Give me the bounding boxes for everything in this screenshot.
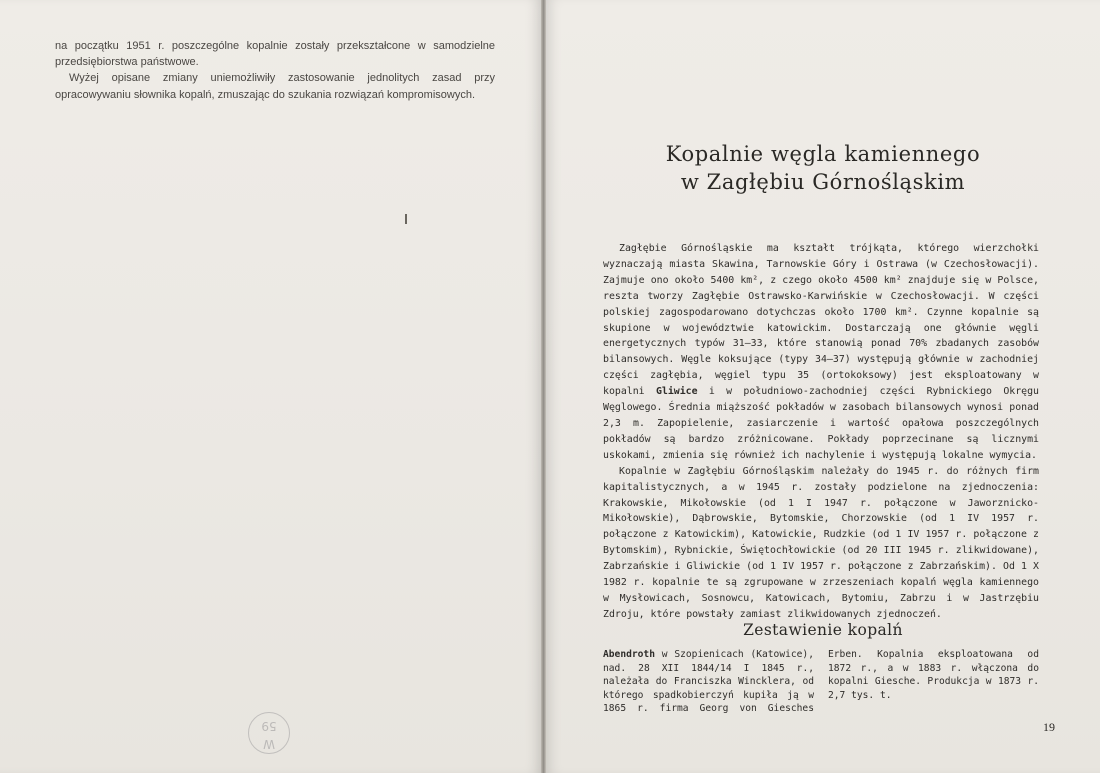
ink-speck [405, 214, 407, 224]
mine-name-gliwice: Gliwice [655, 386, 698, 398]
mine-entry-name: Abendroth [603, 649, 655, 660]
body-paragraph-1-part-1: Zagłębie Górnośląskie ma kształt trójkąta, którego wierzchołki wyznaczają miasta Skawina, Tarnowskie Góry i Ostrawa (w Czechosłowacji). Zajmuje ono około 5400 km², z czego około 4500 km² znajduje się w Polsce, reszta tworzy Zagłębie Ostrawsko-Karwińskie w Czechosłowacji. W części polskiej zagospodarowano dotychczas około 1700 km². Czynne kopalnie są skupione w województwie katowickim. Dostarczają one głównie węgli energetycznych typów 31—33, które stanowią ponad 70% zbadanych zasobów bilansowych. Węgle koksujące (typy 34—37) występują głównie w zachodniej części zagłębia, węgiel typu 35 (ortokoksowy) jest eksploatowany w kopalni [603, 243, 1039, 398]
library-stamp: W 59 [248, 712, 290, 754]
chapter-title [546, 140, 1100, 196]
chapter-title-line-2: w Zagłębiu Górnośląskim [680, 170, 966, 194]
chapter-body [603, 241, 1039, 623]
body-paragraph-1 [603, 241, 1039, 464]
mine-entry-description: w Szopienicach (Katowice), nad. 28 XII 1844/14 I 1845 r., należała do Franciszka Wincklera, od którego spadkobierczyń kupiła ją w 1865 r. firma Georg von Giesches Erben. Kopalnia eksploatowana od 1872 r., a w 1883 r. włączona do kopalni Giesche. Produkcja w 1873 r. 2,7 tys. t. [603, 649, 1039, 714]
left-paragraph-1: na początku 1951 r. poszczególne kopalnie zostały przekształcone w samodzielne przedsiębiorstwa państwowe. [55, 40, 495, 69]
left-page [0, 0, 541, 773]
body-paragraph-2: Kopalnie w Zagłębiu Górnośląskim należały do 1945 r. do różnych firm kapitalistycznych, a w 1945 r. zostały podzielone na zjednoczenia: Krakowskie, Mikołowskie (od 1 I 1947 r. połączone w Jaworznicko-Mikołowskie), Dąbrowskie, Bytomskie, Chorzowskie (od 1 IV 1957 r. połączone z Katowickim), Katowickie, Rudzkie (od 1 IV 1957 r. połączone z Bytomskim), Rybnickie, Świętochłowickie (od 20 III 1945 r. zlikwidowane), Zabrzańskie i Gliwickie (od 1 IV 1957 r. połączone z Zabrzańskim). Od 1 X 1982 r. kopalnie te są zgrupowane w zrzeszeniach kopalń węgla kamiennego w Mysłowicach, Sosnowcu, Katowicach, Bytomiu, Zabrzu i w Jastrzębiu Zdroju, które powstały zamiast zlikwidowanych zjednoczeń. [603, 465, 1039, 620]
mine-entry-text [603, 648, 1039, 716]
mine-entry [603, 648, 1039, 716]
left-page-text [55, 38, 495, 103]
section-title: Zestawienie kopalń [743, 621, 903, 639]
left-paragraph-2: Wyżej opisane zmiany uniemożliwiły zastosowanie jednolitych zasad przy opracowywaniu słownika kopalń, zmuszając do szukania rozwiązań kompromisowych. [55, 72, 495, 101]
chapter-title-line-1: Kopalnie węgla kamiennego [665, 142, 981, 166]
right-page [546, 0, 1100, 773]
page-number: 19 [1043, 720, 1055, 734]
body-paragraph-1-part-2: i w południowo-zachodniej części Rybnickiego Okręgu Węglowego. Średnia miąższość pokładów w zasobach bilansowych wynosi ponad 2,3 m. Zapopielenie, zasiarczenie i wartość opałowa poszczególnych pokładów są bardzo zróżnicowane. Pokłady poprzecinane są licznymi uskokami, zmienia się również ich nachylenie i występują lokalne wymycia. [603, 386, 1039, 461]
